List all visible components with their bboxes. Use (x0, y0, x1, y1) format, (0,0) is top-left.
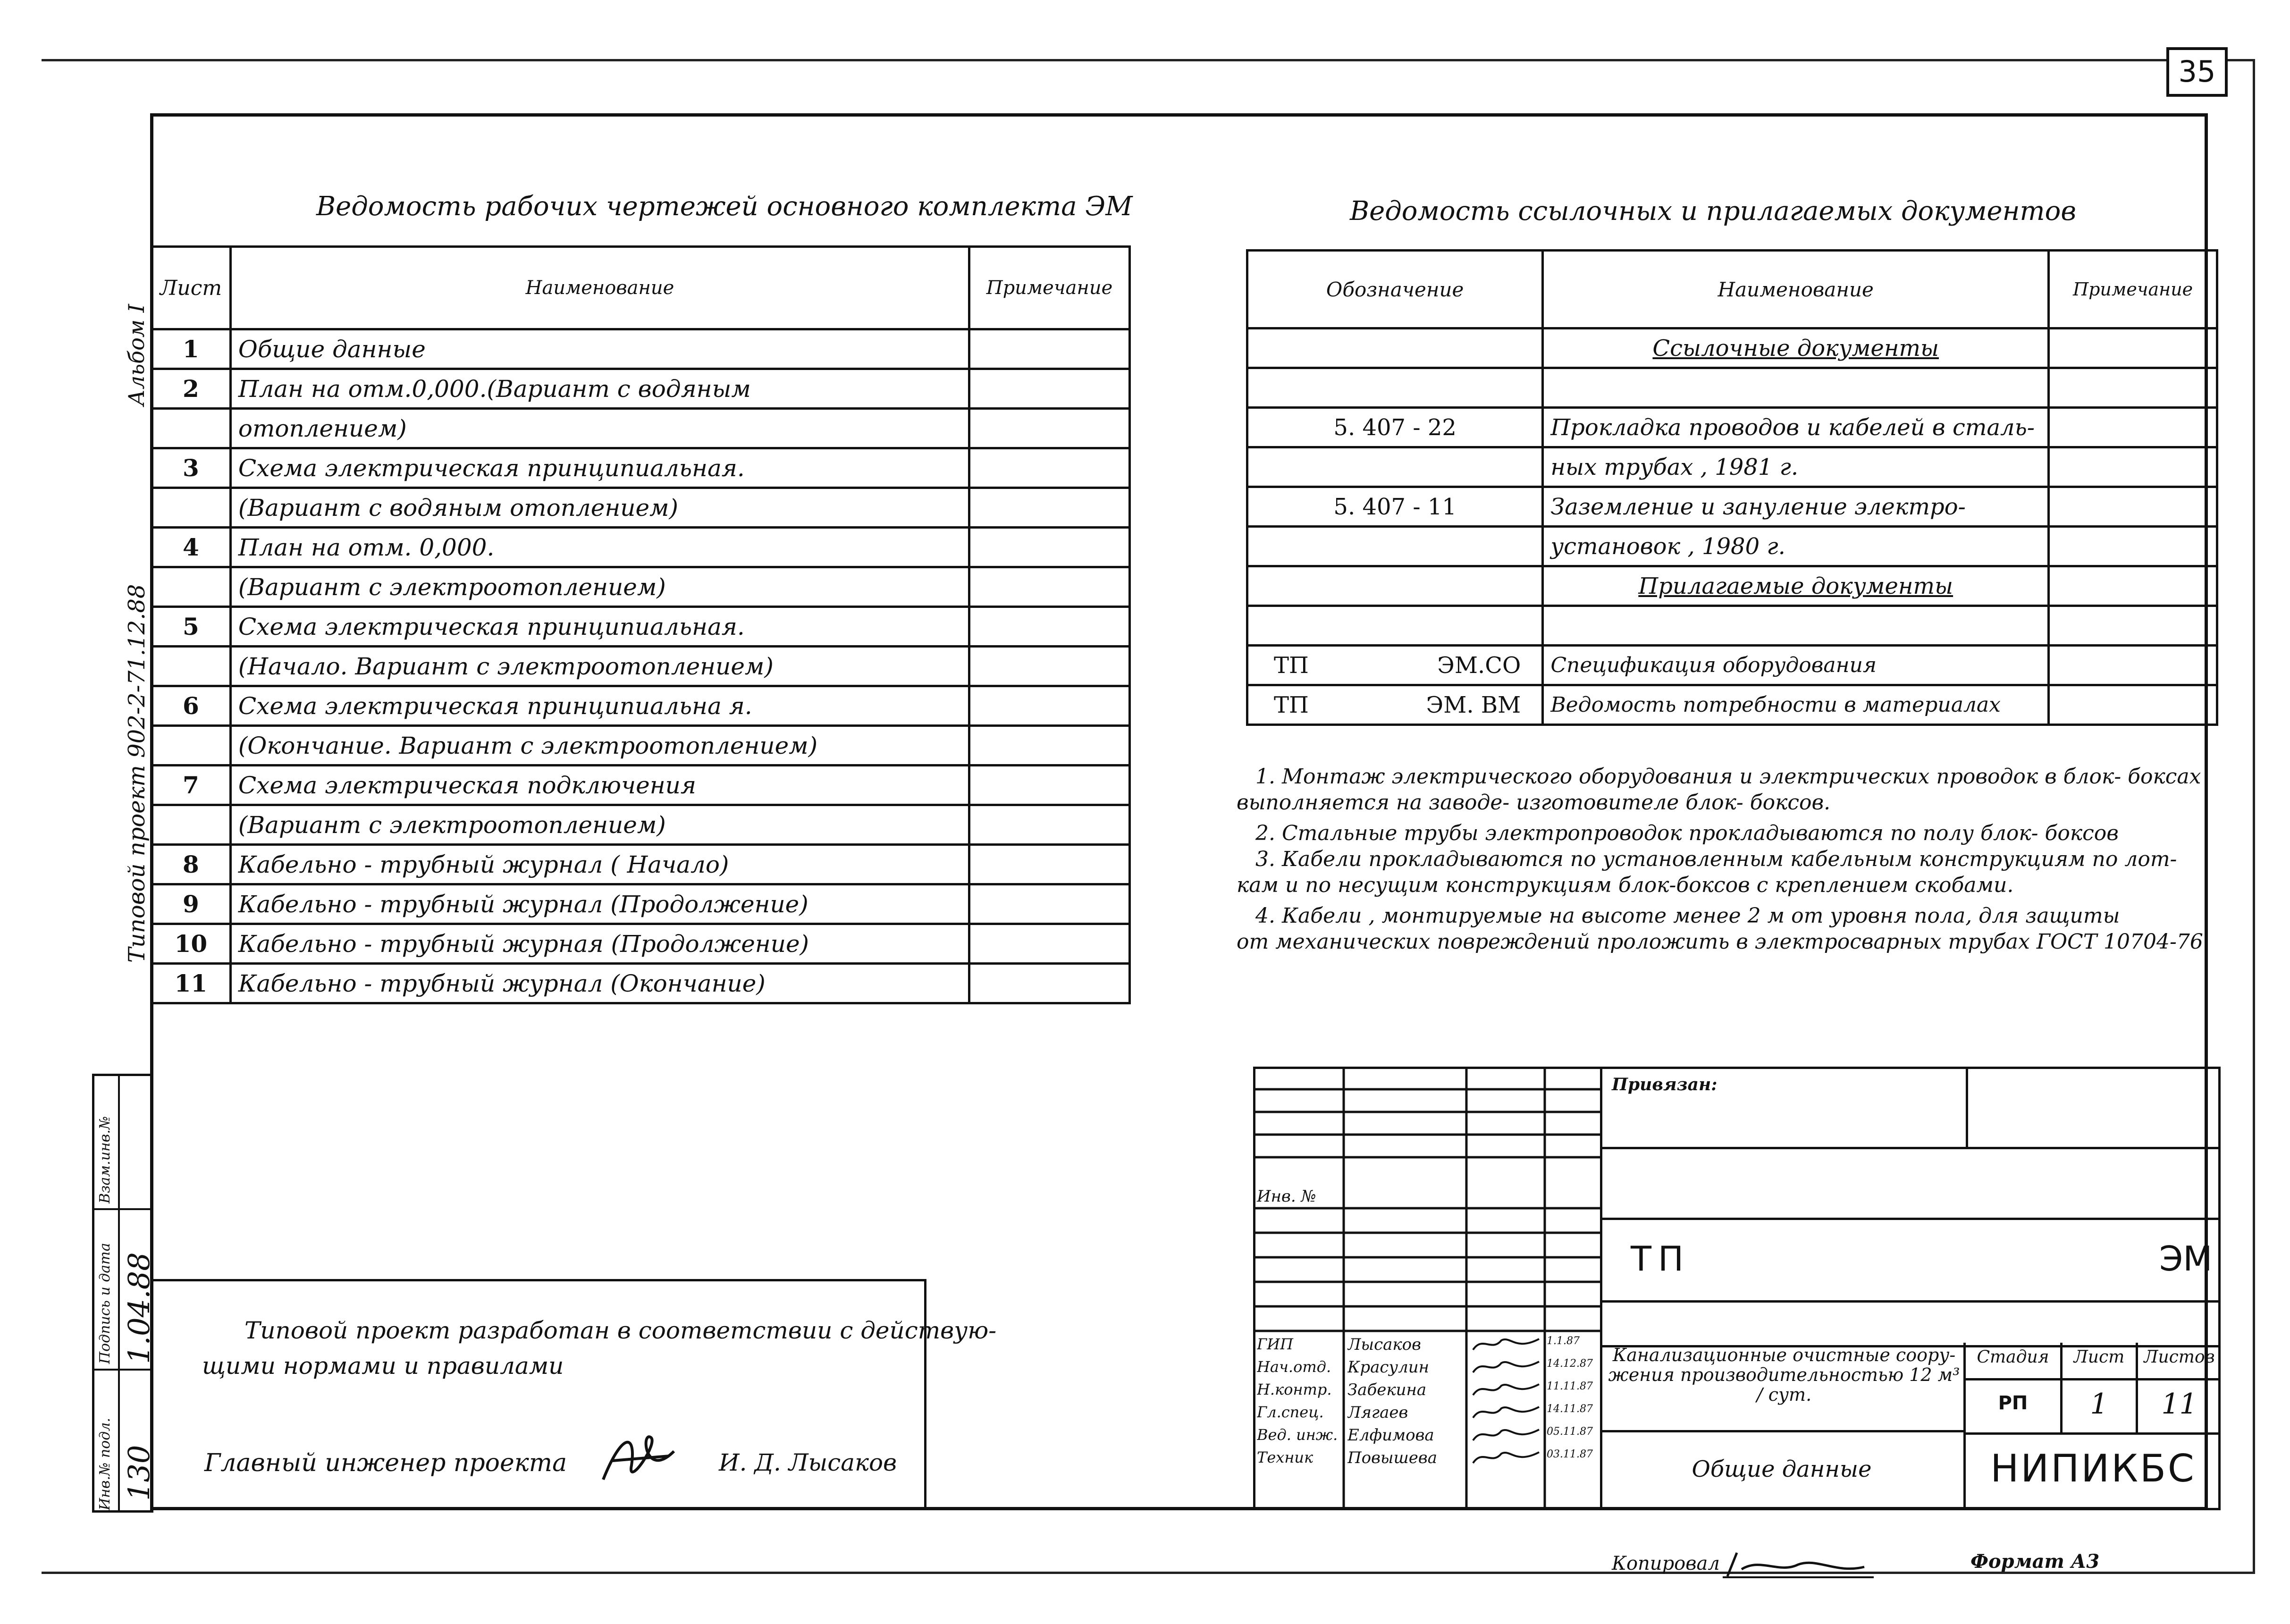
inv-podl-value: 130 (122, 1445, 156, 1501)
vzam-label: Взам.инв.№ (97, 1116, 113, 1203)
table-row (1247, 487, 2217, 527)
table-row (152, 488, 1130, 528)
table-row (1247, 685, 2217, 725)
document-note (2049, 566, 2217, 606)
album-label: Альбом I (124, 304, 149, 406)
sheet-note (969, 884, 1130, 924)
sheet-note (969, 726, 1130, 766)
table-row (152, 766, 1130, 805)
role-label: Н.контр. (1257, 1380, 1332, 1398)
sheet-note (969, 488, 1130, 528)
note-line: 3. Кабели прокладываются по установленным кабельным конструкциям по лот- (1255, 847, 2177, 871)
right-table-title: Ведомость ссылочных и прилагаемых документов (1350, 196, 2076, 227)
sheet-name: (Вариант с электроотоплением) (230, 567, 969, 607)
col-ref-note-header: Примечание (2049, 251, 2217, 328)
left-table-title: Ведомость рабочих чертежей основного комплекта ЭМ (316, 191, 1133, 222)
sheet-number: 10 (152, 924, 231, 964)
title-block (1253, 1067, 2221, 1510)
table-row (1247, 447, 2217, 487)
sheet-note (969, 964, 1130, 1003)
sheet-note (969, 766, 1130, 805)
sheet-name: План на отм.0,000.(Вариант с водяным (230, 369, 969, 409)
statement-line1: Типовой проект разработан в соответствии с действую- (244, 1317, 997, 1344)
sheet-name: Общие данные (230, 329, 969, 369)
chief-engineer-label: Главный инженер проекта (204, 1449, 567, 1477)
sheet-label: Лист (2073, 1347, 2125, 1367)
sheet-name: отоплением) (230, 409, 969, 448)
table-row (152, 805, 1130, 845)
sheet-name: (Начало. Вариант с электроотоплением) (230, 647, 969, 686)
section-heading: Прилагаемые документы (1543, 566, 2049, 606)
sign-date: 03.11.87 (1547, 1448, 1593, 1460)
designation (1247, 368, 1543, 408)
table-row (152, 607, 1130, 647)
table-row (152, 845, 1130, 884)
sheet-name: Кабельно - трубный журная (Продолжение) (230, 924, 969, 964)
note-line: выполняется на заводе- изготовителе блок- боксов. (1237, 791, 1831, 815)
table-row (152, 964, 1130, 1003)
sheet-name: Кабельно - трубный журнал ( Начало) (230, 845, 969, 884)
sheet-note (969, 369, 1130, 409)
person-name: Елфимова (1347, 1426, 1434, 1445)
privyazan-label: Привязан: (1612, 1075, 1718, 1094)
document-name (1543, 606, 2049, 646)
table-row (152, 647, 1130, 686)
chief-engineer-name: И. Д. Лысаков (719, 1449, 897, 1476)
col-ref-name-header: Наименование (1543, 251, 2049, 328)
document-name: Прокладка проводов и кабелей в сталь- (1543, 408, 2049, 447)
sheet-name: (Вариант с электроотоплением) (230, 805, 969, 845)
document-note (2049, 368, 2217, 408)
designation (1247, 606, 1543, 646)
sheet-name: Кабельно - трубный журнал (Окончание) (230, 964, 969, 1003)
role-label: Нач.отд. (1257, 1358, 1331, 1376)
table-row (152, 329, 1130, 369)
col-note-header: Примечание (969, 247, 1130, 329)
sheet-note (969, 448, 1130, 488)
document-name: ных трубах , 1981 г. (1543, 447, 2049, 487)
designation (1247, 566, 1543, 606)
designation (1247, 447, 1543, 487)
sheet-number: 11 (152, 964, 231, 1003)
person-signature (1468, 1424, 1544, 1445)
role-label: ГИП (1257, 1335, 1293, 1353)
document-note (2049, 487, 2217, 527)
sheet-name: Схема электрическая принципиальная. (230, 607, 969, 647)
document-note (2049, 447, 2217, 487)
sheet-number (152, 726, 231, 766)
sheets-value: 11 (2161, 1388, 2197, 1421)
table-row (152, 448, 1130, 488)
col-sheet-header: Лист (152, 247, 231, 329)
designation: 5. 407 - 11 (1247, 487, 1543, 527)
table-row (1247, 328, 2217, 368)
sheet-number: 6 (152, 686, 231, 726)
sheet-note (969, 409, 1130, 448)
designation (1247, 527, 1543, 566)
person-name: Красулин (1347, 1358, 1430, 1377)
sheet-note (969, 329, 1130, 369)
sheet-value: 1 (2090, 1388, 2108, 1421)
project-label: Типовой проект 902-2-71.12.88 (124, 584, 150, 963)
note-line: кам и по несущим конструкциям блок-боксов с креплением скобами. (1237, 873, 2014, 897)
person-signature (1468, 1356, 1544, 1377)
sheet-name: Схема электрическая подключения (230, 766, 969, 805)
document-name: Спецификация оборудования (1543, 646, 2049, 685)
sheet-number (152, 409, 231, 448)
side-stamp (92, 1074, 156, 1513)
note-line: 4. Кабели , монтируемые на высоте менее 2 м от уровня пола, для защиты (1255, 904, 2120, 928)
sheets-label: Листов (2144, 1347, 2215, 1367)
designation (1247, 685, 1543, 725)
table-row (152, 528, 1130, 567)
table-row (1247, 646, 2217, 685)
object-description: Канализационные очистные соору- жения производительностью 12 м³ / сут. (1608, 1345, 1960, 1405)
sign-date: 14.11.87 (1547, 1403, 1593, 1415)
role-label: Техник (1257, 1448, 1313, 1466)
sheet-note (969, 607, 1130, 647)
table-row (152, 369, 1130, 409)
sheet-number (152, 488, 231, 528)
table-row (1247, 606, 2217, 646)
document-name: Ведомость потребности в материалах (1543, 685, 2049, 725)
designation-suffix: ЭМ. ВМ (1426, 691, 1521, 718)
document-note (2049, 606, 2217, 646)
sheet-note (969, 647, 1130, 686)
sheet-note (969, 567, 1130, 607)
sheet-name: План на отм. 0,000. (230, 528, 969, 567)
sheet-number (152, 567, 231, 607)
stage-label: Стадия (1977, 1347, 2049, 1367)
sheet-number: 9 (152, 884, 231, 924)
sheet-title: Общие данные (1692, 1456, 1872, 1482)
sheet-note (969, 528, 1130, 567)
person-signature (1468, 1401, 1544, 1422)
sheet-number: 1 (152, 329, 231, 369)
table-row (152, 686, 1130, 726)
table-row (1247, 527, 2217, 566)
paper-format: Формат А3 (1970, 1550, 2100, 1573)
col-name-header: Наименование (230, 247, 969, 329)
stamp-code-left: ТП (1631, 1239, 1691, 1279)
designation-prefix: ТП (1274, 652, 1309, 679)
sheet-note (969, 845, 1130, 884)
designation (1247, 328, 1543, 368)
sheet-number: 3 (152, 448, 231, 488)
sheet-number (152, 805, 231, 845)
inv-no-label: Инв. № (1257, 1187, 1316, 1206)
page-number: 35 (2166, 47, 2228, 97)
drawings-list-table (150, 245, 1131, 1004)
sheet-name: (Окончание. Вариант с электроотоплением) (230, 726, 969, 766)
sheet-note (969, 805, 1130, 845)
sign-date: 05.11.87 (1547, 1426, 1593, 1438)
statement-box (150, 1279, 997, 1510)
sheet-note (969, 686, 1130, 726)
table-row (1247, 566, 2217, 606)
sheet-name: Схема электрическая принципиальна я. (230, 686, 969, 726)
person-signature (1468, 1333, 1544, 1354)
designation (1247, 646, 1543, 685)
sheet-number: 4 (152, 528, 231, 567)
document-note (2049, 328, 2217, 368)
note-line: от механических повреждений проложить в электросварных трубах ГОСТ 10704-76 (1237, 930, 2203, 954)
person-signature (1468, 1379, 1544, 1399)
designation: 5. 407 - 22 (1247, 408, 1543, 447)
sheet-number: 2 (152, 369, 231, 409)
sheet-name: Кабельно - трубный журнал (Продолжение) (230, 884, 969, 924)
document-note (2049, 408, 2217, 447)
person-signature (1468, 1447, 1544, 1467)
sign-date: 11.11.87 (1547, 1380, 1593, 1392)
document-note (2049, 527, 2217, 566)
inv-podl-label: Инв.№ подл. (97, 1418, 113, 1510)
person-name: Лысаков (1347, 1335, 1421, 1354)
table-row (152, 726, 1130, 766)
document-name: установок , 1980 г. (1543, 527, 2049, 566)
document-name (1543, 368, 2049, 408)
designation-suffix: ЭМ.СО (1437, 652, 1521, 679)
table-row (152, 884, 1130, 924)
stage-value: РП (1998, 1392, 2028, 1414)
sheet-number (152, 647, 231, 686)
organization: НИПИКБС (1990, 1447, 2196, 1490)
designation-prefix: ТП (1274, 691, 1309, 718)
sheet-number: 7 (152, 766, 231, 805)
person-name: Лягаев (1347, 1403, 1408, 1422)
copied-label: Копировал (1612, 1553, 1720, 1574)
document-note (2049, 646, 2217, 685)
section-heading: Ссылочные документы (1543, 328, 2049, 368)
chief-signature (594, 1423, 688, 1494)
statement-line2: щими нормами и правилами (202, 1352, 564, 1380)
sign-date: 14.12.87 (1547, 1358, 1593, 1370)
note-line: 1. Монтаж электрического оборудования и электрических проводок в блок- боксах (1255, 765, 2201, 789)
sheet-number: 8 (152, 845, 231, 884)
col-designation-header: Обозначение (1247, 251, 1543, 328)
sheet-name: (Вариант с водяным отоплением) (230, 488, 969, 528)
note-line: 2. Стальные трубы электропроводок прокладываются по полу блок- боксов (1255, 821, 2119, 845)
sheet-name: Схема электрическая принципиальная. (230, 448, 969, 488)
table-row (152, 567, 1130, 607)
document-name: Заземление и зануление электро- (1543, 487, 2049, 527)
table-row (152, 924, 1130, 964)
person-name: Забекина (1347, 1380, 1427, 1399)
role-label: Гл.спец. (1257, 1403, 1324, 1421)
podpis-label: Подпись и дата (97, 1243, 113, 1364)
stamp-code-right: ЭМ (2159, 1239, 2213, 1279)
references-table (1246, 249, 2218, 726)
copier-signature (1723, 1548, 1878, 1581)
table-row (1247, 408, 2217, 447)
table-row (152, 409, 1130, 448)
sheet-number: 5 (152, 607, 231, 647)
document-note (2049, 685, 2217, 725)
role-label: Вед. инж. (1257, 1426, 1338, 1444)
person-name: Повышева (1347, 1448, 1437, 1467)
sign-date: 1.1.87 (1547, 1335, 1580, 1347)
sheet-note (969, 924, 1130, 964)
podpis-value: 1.04.88 (122, 1252, 156, 1364)
table-row (1247, 368, 2217, 408)
